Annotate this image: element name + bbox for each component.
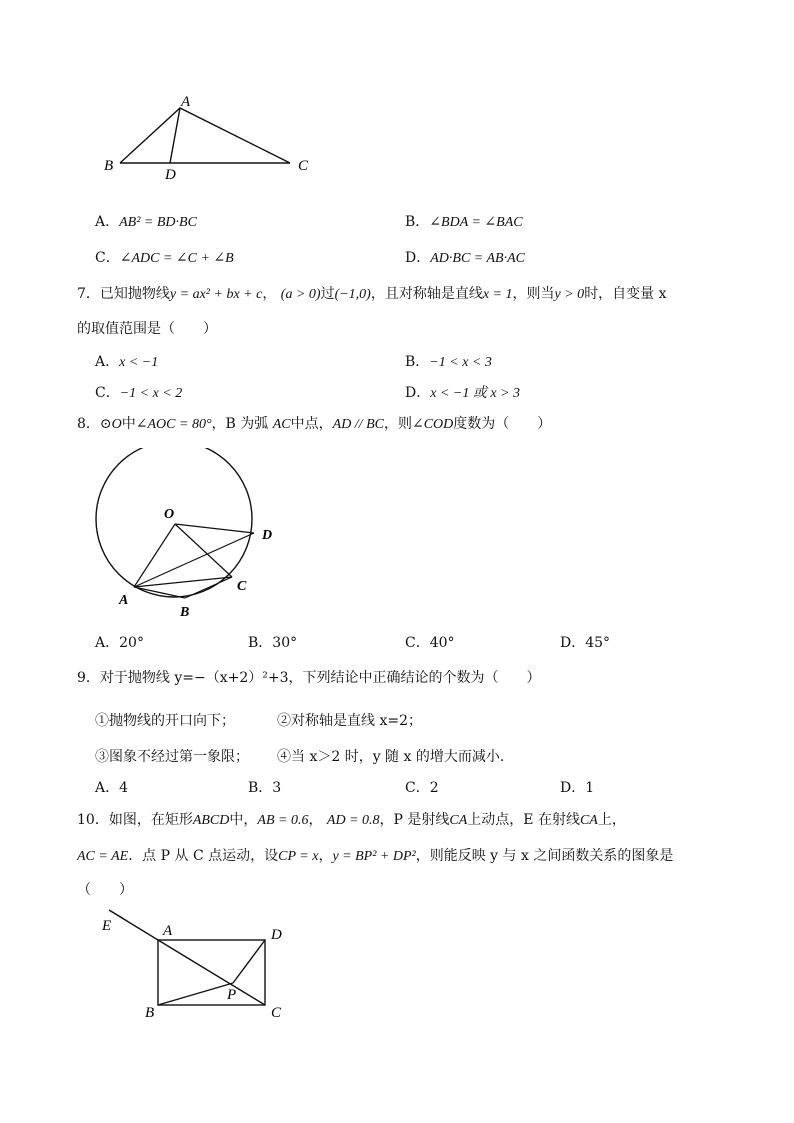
q10-stem-line3: （ ） xyxy=(77,882,133,898)
q6-option-c[interactable]: C．∠ADC = ∠C + ∠B xyxy=(95,250,234,266)
q6-option-a[interactable]: A．AB² = BD·BC xyxy=(95,214,197,230)
q10-label-e: E xyxy=(102,918,112,934)
q10-label-b: B xyxy=(145,1005,155,1021)
q10-label-a: A xyxy=(163,923,173,939)
q8-option-d[interactable]: D．45° xyxy=(560,635,611,651)
q8-option-a[interactable]: A．20° xyxy=(95,635,144,651)
q7-option-b[interactable]: B．−1 < x < 3 xyxy=(405,354,492,370)
q6-label-d: D xyxy=(165,167,176,183)
q9-item-1: ①抛物线的开口向下； xyxy=(95,713,235,729)
q6-label-b: B xyxy=(104,158,114,174)
q9-stem: 9．对于抛物线 y=−（x+2）²+3，下列结论中正确结论的个数为（ ） xyxy=(77,670,541,686)
q9-option-d[interactable]: D．1 xyxy=(560,780,595,796)
q10-stem-line1: 10．如图，在矩形ABCD中，AB = 0.6， AD = 0.8，P 是射线CA上动点，E 在射线CA上， xyxy=(77,812,626,828)
q10-label-c: C xyxy=(271,1005,282,1021)
q7-stem-line2: 的取值范围是（ ） xyxy=(77,321,217,337)
q7-option-d[interactable]: D．x < −1 或 x > 3 xyxy=(405,385,521,401)
q8-label-a: A xyxy=(119,593,129,608)
q9-item-4: ④当 x＞2 时，y 随 x 的增大而减小． xyxy=(277,749,514,765)
q8-label-d: D xyxy=(262,528,273,543)
q8-circle-figure xyxy=(92,448,292,623)
q7-option-c[interactable]: C．−1 < x < 2 xyxy=(95,385,183,401)
q9-option-c[interactable]: C．2 xyxy=(405,780,439,796)
q7-stem-line1: 7．已知抛物线y = ax² + bx + c， (a > 0)过(−1,0)，且对称轴是直线x = 1，则当y > 0时，自变量 x xyxy=(77,286,667,302)
q6-triangle-figure xyxy=(95,88,325,183)
q9-item-3: ③图象不经过第一象限； xyxy=(95,749,249,765)
q6-option-b[interactable]: B．∠BDA = ∠BAC xyxy=(405,214,523,230)
q10-stem-line2: AC = AE．点 P 从 C 点运动，设CP = x，y = BP² + DP²，则能反映 y 与 x 之间函数关系的图象是 xyxy=(77,848,674,864)
q10-label-d: D xyxy=(271,927,282,943)
q8-label-o: O xyxy=(164,507,175,522)
q9-option-a[interactable]: A．4 xyxy=(95,780,129,796)
q8-label-c: C xyxy=(237,579,247,594)
q9-item-2: ②对称轴是直线 x=2； xyxy=(277,713,422,729)
q6-option-d[interactable]: D．AD·BC = AB·AC xyxy=(405,250,525,266)
q10-rectangle-figure xyxy=(95,900,295,1025)
q6-label-c: C xyxy=(298,158,309,174)
q8-stem: 8．⊙O中∠AOC = 80°，B 为弧 AC中点，AD // BC，则∠COD度数为（ ） xyxy=(77,416,552,432)
q10-label-p: P xyxy=(227,987,237,1003)
q9-option-b[interactable]: B．3 xyxy=(248,780,282,796)
q8-option-b[interactable]: B．30° xyxy=(248,635,298,651)
q8-option-c[interactable]: C．40° xyxy=(405,635,455,651)
q6-label-a: A xyxy=(181,94,191,110)
q7-option-a[interactable]: A．x < −1 xyxy=(95,354,159,370)
q8-label-b: B xyxy=(180,605,190,620)
